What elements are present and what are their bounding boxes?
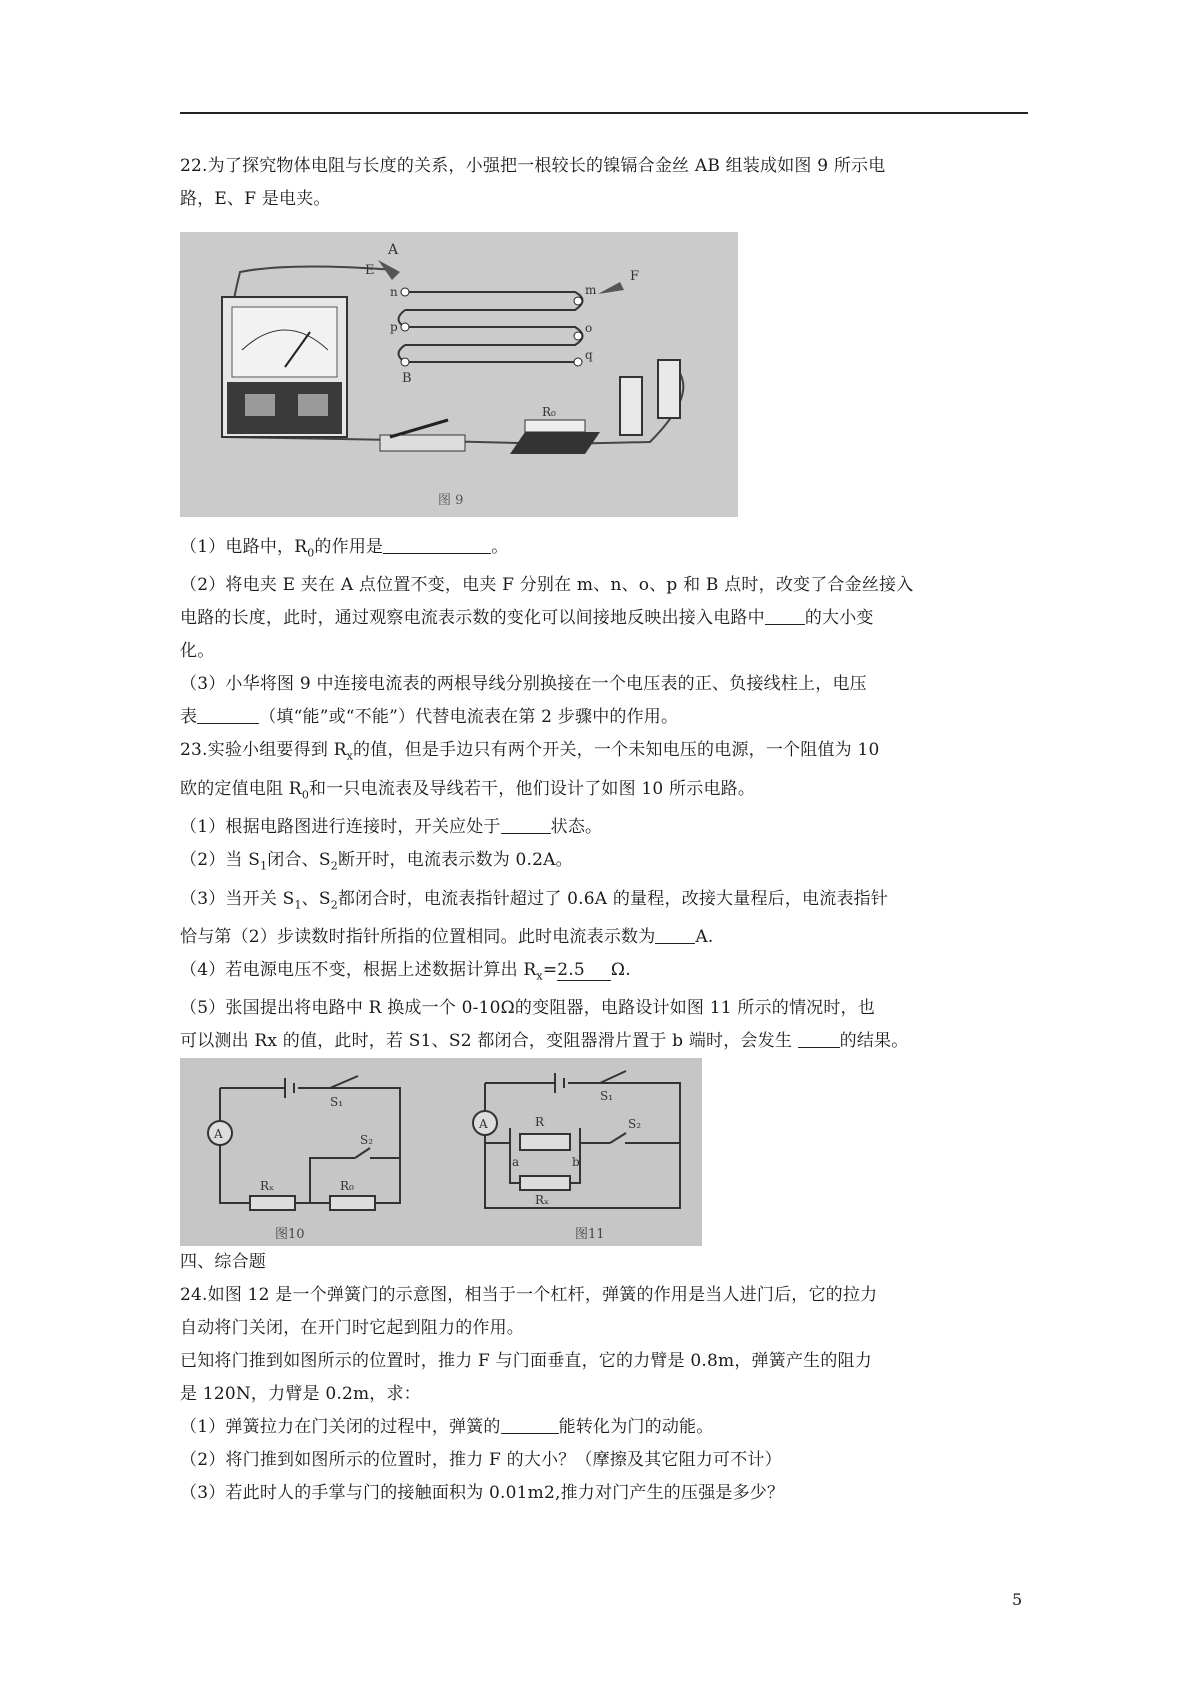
fig9-label-n: n [390, 285, 398, 299]
q23-s3-sub-2: 2 [330, 897, 338, 911]
fig10-caption: 图10 [275, 1227, 305, 1243]
q22-s2-text-b: 的大小变 [804, 608, 874, 629]
q23-s3-text-a: （3）当开关 S [180, 888, 295, 909]
q24-subquestion-2: （2）将门推到如图所示的位置时，推力 F 的大小？（摩擦及其它阻力可不计） [180, 1450, 782, 1471]
q23-s4-text-c: Ω. [610, 959, 631, 980]
q23-subquestion-5-line-1: （5）张国提出将电路中 R 换成一个 0-10Ω的变阻器，电路设计如图 11 所示的情况时，也 [180, 998, 875, 1019]
figure-9-circuit-photo [180, 232, 738, 517]
q24-s1-text-a: （1）弹簧拉力在门关闭的过程中，弹簧的 [180, 1417, 501, 1438]
q23-l1-text-a: 23.实验小组要得到 R [180, 740, 347, 761]
q23-s3-answer-blank [655, 923, 695, 944]
q23-subquestion-5-line-2 [180, 1025, 1028, 1058]
fig11-ammeter-label: A [479, 1117, 488, 1132]
q24-s1-text-b: 能转化为门的动能。 [558, 1417, 714, 1438]
q23-s4-text-b: = [542, 959, 558, 980]
q23-s2-text-c: 断开时，电流表示数为 0.2A。 [337, 850, 573, 871]
q23-s3-l2-text-a: 恰与第（2）步读数时指针所指的位置相同。此时电流表示数为 [180, 926, 656, 947]
q22-s2-text-a: 电路的长度，此时，通过观察电流表示数的变化可以间接地反映出接入电路中 [180, 608, 765, 629]
q24-line-3: 已知将门推到如图所示的位置时，推力 F 与门面垂直，它的力臂是 0.8m，弹簧产生的阻力 [180, 1351, 872, 1372]
fig11-label-R: R [535, 1115, 545, 1130]
q23-s2-sub-2: 2 [330, 859, 338, 873]
q23-s3-text-c: 都闭合时，电流表指针超过了 0.6A 的量程，改接大量程后，电流表指针 [337, 888, 889, 909]
q23-s2-text-a: （2）当 S [180, 850, 261, 871]
q23-s1-answer-blank [501, 813, 551, 834]
q22-intro-line-1: 22.为了探究物体电阻与长度的关系，小强把一根较长的镍镉合金丝 AB 组装成如图 9 所示电 [180, 156, 886, 176]
q23-l1-sub: x [346, 749, 354, 763]
fig9-label-q: q [585, 348, 593, 362]
fig9-label-R0: R₀ [542, 405, 556, 419]
q23-s3-l2-text-b: A. [695, 926, 714, 947]
q24-subquestion-3: （3）若此时人的手掌与门的接触面积为 0.01m2,推力对门产生的压强是多少？ [180, 1483, 785, 1504]
q23-s5-text-a: 可以测出 Rx 的值，此时，若 S1、S2 都闭合，变阻器滑片置于 b 端时，会发生 [180, 1031, 798, 1052]
fig11-label-S1: S₁ [600, 1089, 614, 1104]
q23-s3-sub-1: 1 [294, 897, 302, 911]
q23-s4-text-a: （4）若电源电压不变，根据上述数据计算出 R [180, 959, 537, 980]
q23-l2-text-a: 欧的定值电阻 R [180, 778, 302, 799]
q23-l2-sub: 0 [301, 788, 310, 802]
fig9-label-F: F [630, 269, 640, 284]
fig11-label-Rx: Rₓ [535, 1193, 550, 1208]
q22-subquestion-3-line-2 [180, 701, 1028, 734]
fig11-label-b: b [572, 1155, 580, 1170]
q22-s3-text-b: （填“能”或“不能”）代替电流表在第 2 步骤中的作用。 [259, 707, 679, 728]
q22-subquestion-2-line-2 [180, 602, 1028, 635]
fig9-caption: 图 9 [438, 493, 464, 508]
q22-subquestion-1 [180, 531, 1028, 569]
q23-s2-sub-1: 1 [260, 859, 268, 873]
q22-s2-answer-blank [765, 604, 805, 625]
fig9-label-B: B [402, 371, 412, 386]
q24-line-2: 自动将门关闭，在开门时它起到阻力的作用。 [180, 1318, 524, 1339]
section-heading: 四、综合题 [180, 1252, 266, 1273]
q23-s1-text-a: （1）根据电路图进行连接时，开关应处于 [180, 817, 501, 838]
figure-10-11-circuit-photo [180, 1058, 702, 1246]
q23-subquestion-3-line-2 [180, 921, 1028, 954]
q22-s1-text-b: 的作用是 [314, 537, 384, 557]
q23-s4-sub: x [536, 969, 543, 983]
q22-subquestion-3-line-1: （3）小华将图 9 中连接电流表的两根导线分别换接在一个电压表的正、负接线柱上，电压 [180, 674, 867, 695]
q23-subquestion-2 [180, 844, 1028, 882]
q24-s1-answer-blank [501, 1413, 559, 1434]
page-number: 5 [1012, 1590, 1023, 1609]
fig11-label-S2: S₂ [628, 1117, 642, 1132]
q24-line-1: 24.如图 12 是一个弹簧门的示意图，相当于一个杠杆，弹簧的作用是当人进门后，它的拉力 [180, 1285, 878, 1306]
fig9-label-p: p [390, 320, 398, 334]
q23-intro-line-2 [180, 773, 1028, 811]
q24-line-4: 是 120N，力臂是 0.2m，求： [180, 1384, 421, 1405]
q23-s4-answer-value: 2.5 [557, 960, 611, 981]
fig10-ammeter-label: A [214, 1127, 223, 1142]
fig9-label-E: E [365, 263, 375, 278]
q22-s1-sub: 0 [307, 546, 315, 560]
q24-subquestion-1 [180, 1411, 1028, 1444]
q23-subquestion-3-line-1 [180, 883, 1028, 921]
fig10-label-Rx: Rₓ [260, 1179, 275, 1194]
q23-s5-answer-blank [798, 1027, 840, 1048]
fig10-label-R0: R₀ [340, 1179, 354, 1194]
q23-subquestion-1 [180, 811, 1028, 844]
q23-s3-text-b: 、S [301, 888, 331, 909]
fig11-caption: 图11 [575, 1227, 605, 1243]
q22-intro-line-2: 路，E、F 是电夹。 [180, 189, 331, 209]
header-rule [180, 112, 1028, 114]
q23-intro-line-1 [180, 734, 1028, 772]
fig10-label-S2: S₂ [360, 1133, 374, 1148]
q22-s3-text-a: 表 [180, 707, 198, 728]
q22-s1-end: 。 [491, 537, 509, 557]
fig9-label-m: m [585, 283, 597, 297]
document-page [180, 150, 1028, 1510]
fig9-label-o: o [585, 321, 593, 335]
q23-subquestion-4 [180, 954, 1028, 992]
q22-subquestion-2-line-3: 化。 [180, 641, 215, 662]
q23-s1-text-b: 状态。 [550, 817, 603, 838]
fig9-label-A: A [388, 242, 399, 258]
q23-s2-text-b: 闭合、S [267, 850, 331, 871]
fig10-label-S1: S₁ [330, 1095, 344, 1110]
q23-l1-text-b: 的值，但是手边只有两个开关，一个未知电压的电源，一个阻值为 10 [353, 740, 880, 761]
q23-l2-text-b: 和一只电流表及导线若干，他们设计了如图 10 所示电路。 [309, 778, 756, 799]
q22-s1-text-a: （1）电路中，R [180, 537, 308, 557]
q22-subquestion-2-line-1: （2）将电夹 E 夹在 A 点位置不变，电夹 F 分别在 m、n、o、p 和 B 点时，改变了合金丝接入 [180, 575, 914, 596]
q22-s3-answer-blank [197, 703, 259, 724]
fig11-label-a: a [512, 1155, 520, 1170]
q23-s5-text-b: 的结果。 [839, 1031, 909, 1052]
q22-s1-answer-blank [383, 533, 491, 554]
